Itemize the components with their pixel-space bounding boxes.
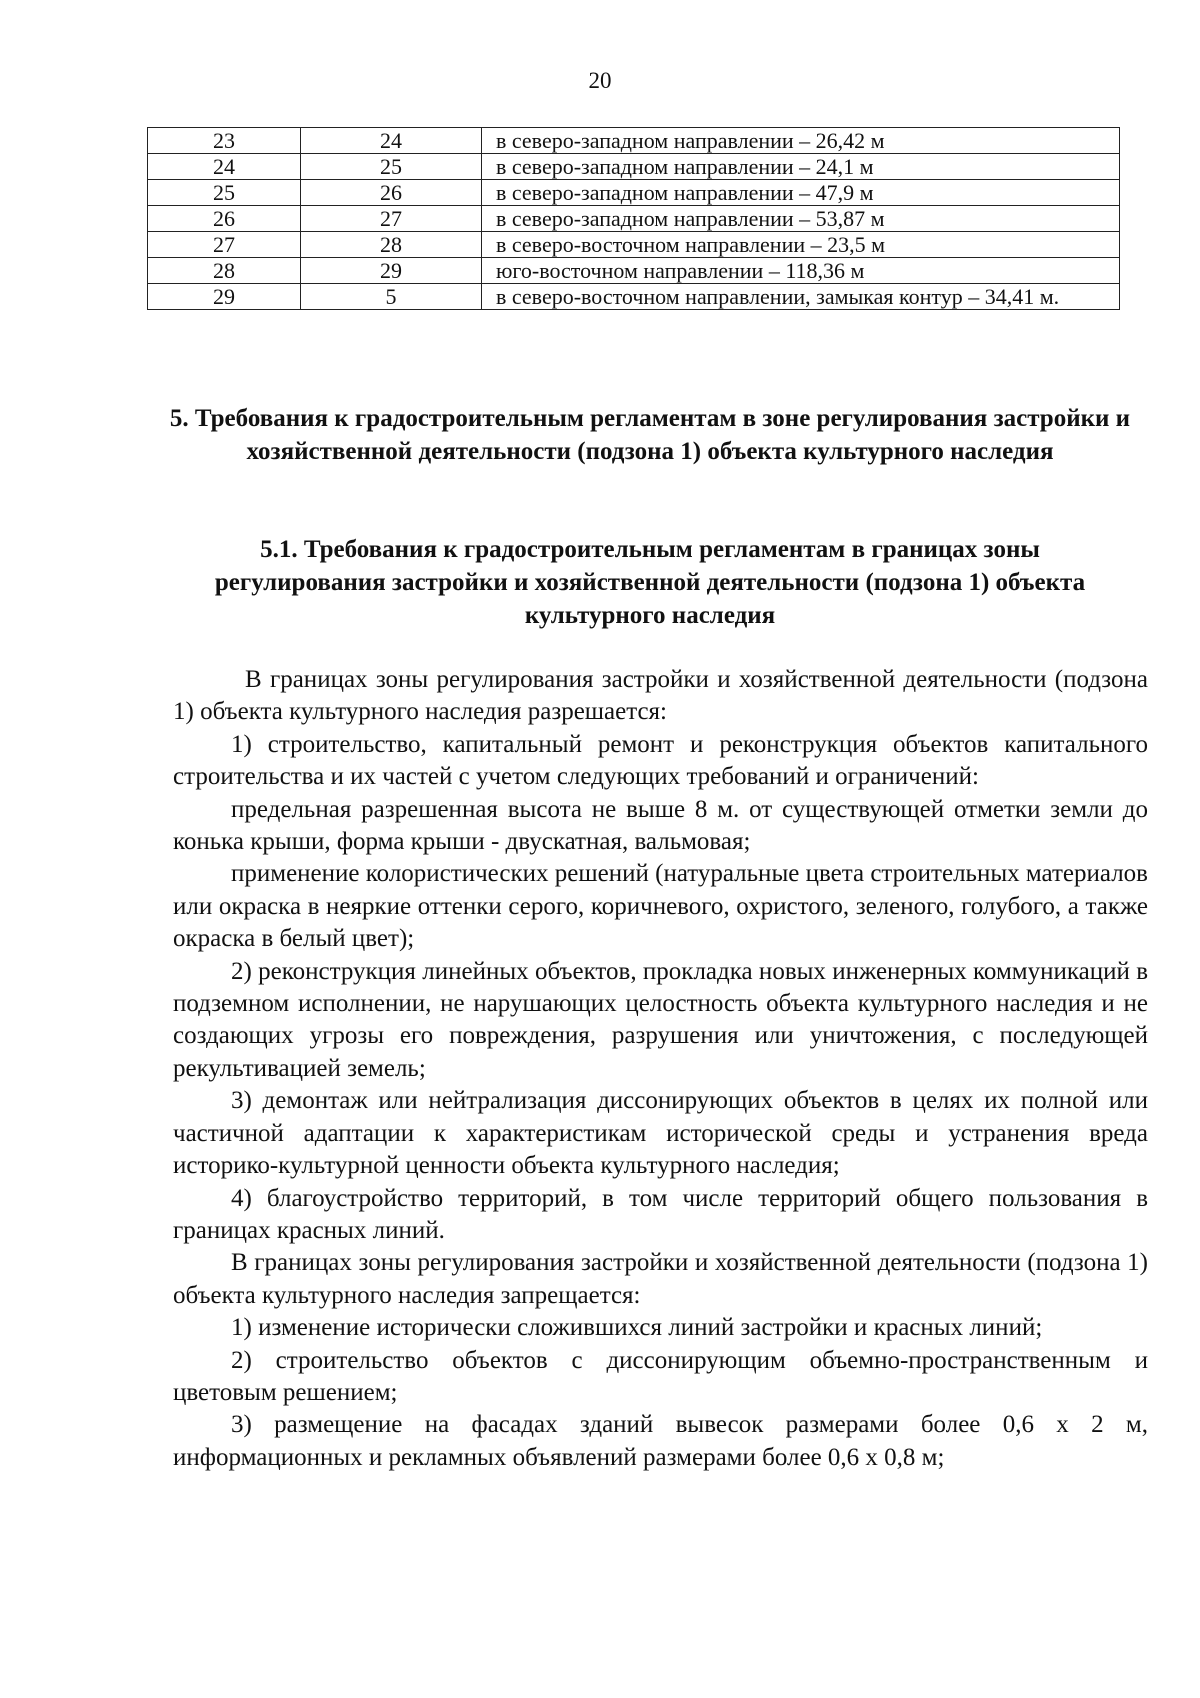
table-row: [148, 284, 1120, 310]
paragraph: 1) изменение исторически сложившихся линий застройки и красных линий;: [231, 1314, 1043, 1342]
cell-to: 24: [301, 128, 482, 154]
paragraph: 4) благоустройство территорий, в том числе территорий общего пользования в границах красных линий.: [173, 1184, 1148, 1244]
cell-from: 29: [148, 284, 301, 310]
cell-description: в северо-западном направлении – 26,42 м: [482, 128, 1120, 154]
paragraph: предельная разрешенная высота не выше 8 м. от существующей отметки земли до конька крыши, форма крыши - двускатная, вальмовая;: [173, 795, 1148, 856]
cell-description: в северо-западном направлении – 24,1 м: [482, 154, 1120, 180]
paragraph: 2) реконструкция линейных объектов, прокладка новых инженерных коммуникаций в подземном исполнении, не нарушающих целостность объекта культурного наследия и не создающих угрозы его повреждения, разрушения или уничтожения, с последующей рекультивацией земель;: [173, 957, 1148, 1082]
cell-from: 26: [148, 206, 301, 232]
paragraph: 3) размещение на фасадах зданий вывесок размерами более 0,6 х 2 м, информационных и рекламных объявлений размерами более 0,6 х 0,8 м;: [173, 1411, 1148, 1471]
cell-to: 5: [301, 284, 482, 310]
cell-to: 28: [301, 232, 482, 258]
table-row: [148, 206, 1120, 232]
cell-from: 27: [148, 232, 301, 258]
paragraph: В границах зоны регулирования застройки и хозяйственной деятельности (подзона 1) объекта культурного наследия разрешается:: [173, 666, 1148, 726]
cell-to: 29: [301, 258, 482, 284]
cell-from: 25: [148, 180, 301, 206]
cell-from: 23: [148, 128, 301, 154]
paragraph: В границах зоны регулирования застройки и хозяйственной деятельности (подзона 1) объекта культурного наследия запрещается:: [173, 1249, 1148, 1309]
cell-description: в северо-восточном направлении, замыкая контур – 34,41 м.: [482, 284, 1120, 310]
table-row: [148, 154, 1120, 180]
table-row: [148, 232, 1120, 258]
paragraph: 2) строительство объектов с диссонирующим объемно-пространственным и цветовым решением;: [173, 1346, 1148, 1406]
paragraph: 3) демонтаж или нейтрализация диссонирующих объектов в целях их полной или частичной адаптации к характеристикам исторической среды и устранения вреда историко-культурной ценности объекта культурного наследия;: [173, 1087, 1148, 1180]
cell-description: в северо-западном направлении – 47,9 м: [482, 180, 1120, 206]
boundary-table: [147, 127, 1120, 310]
table-row: [148, 128, 1120, 154]
cell-description: юго-восточном направлении – 118,36 м: [482, 258, 1120, 284]
table-row: [148, 180, 1120, 206]
cell-description: в северо-западном направлении – 53,87 м: [482, 206, 1120, 232]
cell-from: 28: [148, 258, 301, 284]
cell-from: 24: [148, 154, 301, 180]
cell-to: 27: [301, 206, 482, 232]
page-number: 20: [588, 68, 612, 93]
cell-to: 26: [301, 180, 482, 206]
paragraph: применение колористических решений (натуральные цвета строительных материалов или окраска в неяркие оттенки серого, коричневого, охристого, зеленого, голубого, а также окраска в белый цвет);: [173, 860, 1148, 953]
paragraph: 1) строительство, капитальный ремонт и реконструкция объектов капитального строительства и их частей с учетом следующих требований и ограничений:: [173, 730, 1148, 791]
section-body: [173, 664, 1148, 1474]
cell-description: в северо-восточном направлении – 23,5 м: [482, 232, 1120, 258]
section-5-1-heading: 5.1. Требования к градостроительным регламентам в границах зоны регулирования застройки и хозяйственной деятельности (подзона 1) объекта культурного наследия: [214, 536, 1086, 629]
table-row: [148, 258, 1120, 284]
cell-to: 25: [301, 154, 482, 180]
section-5-heading: 5. Требования к градостроительным регламентам в зоне регулирования застройки и хозяйственной деятельности (подзона 1) объекта культурного наследия: [169, 405, 1131, 465]
